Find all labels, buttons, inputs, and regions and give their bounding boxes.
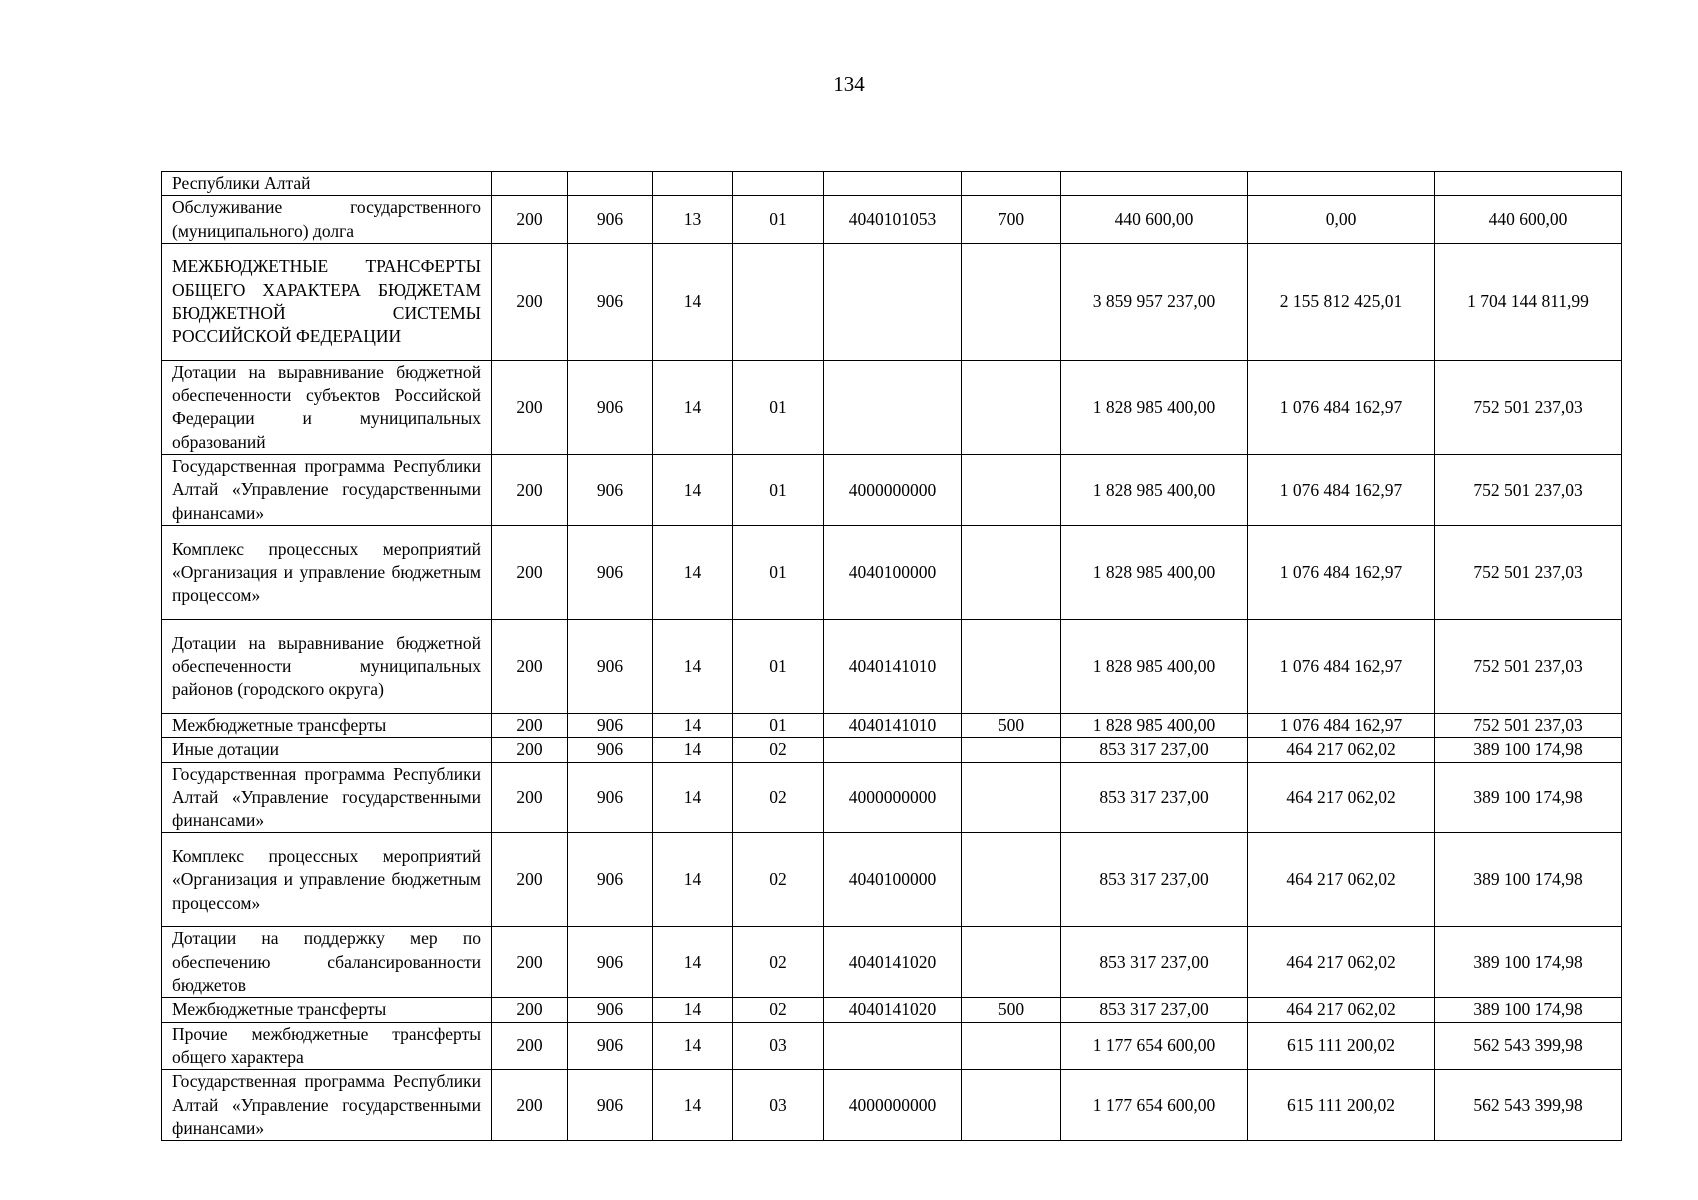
target-article-cell: 4000000000 [824, 1070, 962, 1141]
amount-executed-cell: 464 217 062,02 [1248, 927, 1435, 998]
ministry-code-cell: 906 [568, 927, 653, 998]
code-cell: 200 [492, 360, 568, 454]
code-cell: 200 [492, 833, 568, 927]
ministry-code-cell: 906 [568, 619, 653, 713]
subsection-cell: 02 [733, 998, 824, 1022]
table-row [162, 762, 1622, 833]
item-name-cell: Дотации на выравнивание бюджетной обеспеченности субъектов Российской Федерации и муниципальных образований [162, 360, 492, 454]
item-name-cell: Дотации на выравнивание бюджетной обеспеченности муниципальных районов (городского округа) [162, 619, 492, 713]
amount-planned-cell [1061, 172, 1248, 196]
section-cell: 14 [653, 360, 733, 454]
expense-type-cell [962, 762, 1061, 833]
amount-remaining-cell: 389 100 174,98 [1435, 762, 1622, 833]
subsection-cell: 01 [733, 196, 824, 244]
table-row [162, 525, 1622, 619]
amount-executed-cell: 2 155 812 425,01 [1248, 243, 1435, 360]
amount-planned-cell: 1 828 985 400,00 [1061, 455, 1248, 526]
amount-remaining-cell: 389 100 174,98 [1435, 927, 1622, 998]
item-name-cell: Государственная программа Республики Алтай «Управление государственными финансами» [162, 1070, 492, 1141]
section-cell: 13 [653, 196, 733, 244]
expense-type-cell [962, 360, 1061, 454]
target-article-cell: 4040101053 [824, 196, 962, 244]
amount-remaining-cell: 562 543 399,98 [1435, 1022, 1622, 1070]
expense-type-cell: 500 [962, 998, 1061, 1022]
target-article-cell: 4040141010 [824, 619, 962, 713]
ministry-code-cell: 906 [568, 360, 653, 454]
section-cell [653, 172, 733, 196]
item-name-cell: Республики Алтай [162, 172, 492, 196]
section-cell: 14 [653, 525, 733, 619]
subsection-cell [733, 243, 824, 360]
expense-type-cell [962, 619, 1061, 713]
target-article-cell [824, 172, 962, 196]
code-cell: 200 [492, 927, 568, 998]
item-name-cell: Межбюджетные трансферты [162, 998, 492, 1022]
code-cell: 200 [492, 738, 568, 762]
amount-remaining-cell: 389 100 174,98 [1435, 998, 1622, 1022]
ministry-code-cell [568, 172, 653, 196]
budget-table [161, 171, 1622, 1141]
ministry-code-cell: 906 [568, 833, 653, 927]
section-cell: 14 [653, 619, 733, 713]
target-article-cell: 4040100000 [824, 833, 962, 927]
section-cell: 14 [653, 713, 733, 737]
expense-type-cell [962, 833, 1061, 927]
ministry-code-cell: 906 [568, 196, 653, 244]
amount-executed-cell: 1 076 484 162,97 [1248, 455, 1435, 526]
table-row [162, 1070, 1622, 1141]
section-cell: 14 [653, 833, 733, 927]
section-cell: 14 [653, 1022, 733, 1070]
expense-type-cell [962, 1070, 1061, 1141]
amount-remaining-cell: 440 600,00 [1435, 196, 1622, 244]
ministry-code-cell: 906 [568, 1070, 653, 1141]
table-body [162, 172, 1622, 1141]
table-row [162, 172, 1622, 196]
ministry-code-cell: 906 [568, 998, 653, 1022]
amount-planned-cell: 1 828 985 400,00 [1061, 360, 1248, 454]
ministry-code-cell: 906 [568, 243, 653, 360]
target-article-cell [824, 1022, 962, 1070]
code-cell: 200 [492, 762, 568, 833]
amount-planned-cell: 853 317 237,00 [1061, 762, 1248, 833]
amount-executed-cell: 0,00 [1248, 196, 1435, 244]
subsection-cell: 03 [733, 1022, 824, 1070]
subsection-cell [733, 172, 824, 196]
ministry-code-cell: 906 [568, 525, 653, 619]
table-row [162, 738, 1622, 762]
section-cell: 14 [653, 738, 733, 762]
code-cell [492, 172, 568, 196]
ministry-code-cell: 906 [568, 762, 653, 833]
ministry-code-cell: 906 [568, 1022, 653, 1070]
amount-executed-cell: 464 217 062,02 [1248, 762, 1435, 833]
expense-type-cell [962, 172, 1061, 196]
ministry-code-cell: 906 [568, 738, 653, 762]
target-article-cell [824, 243, 962, 360]
expense-type-cell [962, 1022, 1061, 1070]
code-cell: 200 [492, 196, 568, 244]
amount-executed-cell: 1 076 484 162,97 [1248, 713, 1435, 737]
code-cell: 200 [492, 243, 568, 360]
item-name-cell: Дотации на поддержку мер по обеспечению сбалансированности бюджетов [162, 927, 492, 998]
ministry-code-cell: 906 [568, 455, 653, 526]
amount-planned-cell: 1 828 985 400,00 [1061, 525, 1248, 619]
amount-executed-cell: 615 111 200,02 [1248, 1070, 1435, 1141]
code-cell: 200 [492, 525, 568, 619]
amount-remaining-cell: 752 501 237,03 [1435, 525, 1622, 619]
table-row [162, 360, 1622, 454]
amount-remaining-cell [1435, 172, 1622, 196]
subsection-cell: 01 [733, 455, 824, 526]
expense-type-cell [962, 525, 1061, 619]
item-name-cell: Комплекс процессных мероприятий «Организация и управление бюджетным процессом» [162, 833, 492, 927]
item-name-cell: Государственная программа Республики Алтай «Управление государственными финансами» [162, 762, 492, 833]
subsection-cell: 02 [733, 927, 824, 998]
amount-executed-cell: 615 111 200,02 [1248, 1022, 1435, 1070]
section-cell: 14 [653, 762, 733, 833]
ministry-code-cell: 906 [568, 713, 653, 737]
amount-executed-cell: 464 217 062,02 [1248, 998, 1435, 1022]
amount-remaining-cell: 752 501 237,03 [1435, 619, 1622, 713]
subsection-cell: 01 [733, 619, 824, 713]
amount-planned-cell: 853 317 237,00 [1061, 833, 1248, 927]
target-article-cell: 4040100000 [824, 525, 962, 619]
item-name-cell: Государственная программа Республики Алтай «Управление государственными финансами» [162, 455, 492, 526]
amount-remaining-cell: 752 501 237,03 [1435, 713, 1622, 737]
amount-planned-cell: 1 828 985 400,00 [1061, 619, 1248, 713]
amount-executed-cell: 1 076 484 162,97 [1248, 619, 1435, 713]
amount-remaining-cell: 752 501 237,03 [1435, 360, 1622, 454]
item-name-cell: МЕЖБЮДЖЕТНЫЕ ТРАНСФЕРТЫ ОБЩЕГО ХАРАКТЕРА БЮДЖЕТАМ БЮДЖЕТНОЙ СИСТЕМЫ РОССИЙСКОЙ ФЕДЕРАЦИИ [162, 243, 492, 360]
item-name-cell: Межбюджетные трансферты [162, 713, 492, 737]
expense-type-cell: 500 [962, 713, 1061, 737]
item-name-cell: Иные дотации [162, 738, 492, 762]
amount-planned-cell: 1 828 985 400,00 [1061, 713, 1248, 737]
amount-executed-cell: 1 076 484 162,97 [1248, 525, 1435, 619]
amount-remaining-cell: 562 543 399,98 [1435, 1070, 1622, 1141]
target-article-cell: 4040141010 [824, 713, 962, 737]
table-row [162, 196, 1622, 244]
amount-planned-cell: 853 317 237,00 [1061, 738, 1248, 762]
amount-executed-cell: 464 217 062,02 [1248, 738, 1435, 762]
code-cell: 200 [492, 1022, 568, 1070]
subsection-cell: 02 [733, 762, 824, 833]
target-article-cell: 4000000000 [824, 762, 962, 833]
amount-executed-cell: 1 076 484 162,97 [1248, 360, 1435, 454]
code-cell: 200 [492, 1070, 568, 1141]
amount-remaining-cell: 1 704 144 811,99 [1435, 243, 1622, 360]
code-cell: 200 [492, 455, 568, 526]
section-cell: 14 [653, 455, 733, 526]
expense-type-cell [962, 243, 1061, 360]
subsection-cell: 02 [733, 738, 824, 762]
table-row [162, 455, 1622, 526]
amount-remaining-cell: 389 100 174,98 [1435, 833, 1622, 927]
expense-type-cell: 700 [962, 196, 1061, 244]
item-name-cell: Комплекс процессных мероприятий «Организация и управление бюджетным процессом» [162, 525, 492, 619]
expense-type-cell [962, 455, 1061, 526]
section-cell: 14 [653, 998, 733, 1022]
page-number: 134 [833, 72, 865, 96]
amount-planned-cell: 3 859 957 237,00 [1061, 243, 1248, 360]
table-row [162, 998, 1622, 1022]
expense-type-cell [962, 927, 1061, 998]
table-row [162, 833, 1622, 927]
table-row [162, 713, 1622, 737]
code-cell: 200 [492, 998, 568, 1022]
section-cell: 14 [653, 243, 733, 360]
subsection-cell: 01 [733, 713, 824, 737]
amount-planned-cell: 853 317 237,00 [1061, 927, 1248, 998]
amount-planned-cell: 853 317 237,00 [1061, 998, 1248, 1022]
amount-planned-cell: 1 177 654 600,00 [1061, 1022, 1248, 1070]
amount-remaining-cell: 752 501 237,03 [1435, 455, 1622, 526]
code-cell: 200 [492, 713, 568, 737]
code-cell: 200 [492, 619, 568, 713]
section-cell: 14 [653, 927, 733, 998]
section-cell: 14 [653, 1070, 733, 1141]
amount-remaining-cell: 389 100 174,98 [1435, 738, 1622, 762]
table-row [162, 243, 1622, 360]
amount-executed-cell: 464 217 062,02 [1248, 833, 1435, 927]
target-article-cell: 4000000000 [824, 455, 962, 526]
table-row [162, 619, 1622, 713]
subsection-cell: 03 [733, 1070, 824, 1141]
item-name-cell: Прочие межбюджетные трансферты общего характера [162, 1022, 492, 1070]
table-row [162, 1022, 1622, 1070]
amount-executed-cell [1248, 172, 1435, 196]
subsection-cell: 01 [733, 525, 824, 619]
target-article-cell: 4040141020 [824, 927, 962, 998]
amount-planned-cell: 1 177 654 600,00 [1061, 1070, 1248, 1141]
target-article-cell: 4040141020 [824, 998, 962, 1022]
item-name-cell: Обслуживание государственного (муниципального) долга [162, 196, 492, 244]
subsection-cell: 01 [733, 360, 824, 454]
subsection-cell: 02 [733, 833, 824, 927]
expense-type-cell [962, 738, 1061, 762]
target-article-cell [824, 738, 962, 762]
table-row [162, 927, 1622, 998]
target-article-cell [824, 360, 962, 454]
amount-planned-cell: 440 600,00 [1061, 196, 1248, 244]
